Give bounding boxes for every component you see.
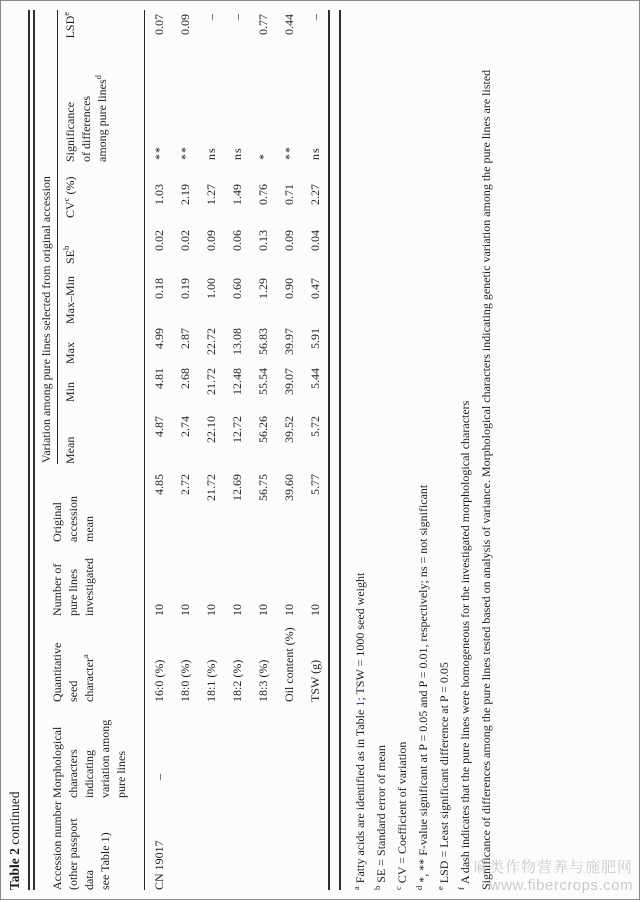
cell-mean: 2.74 — [177, 416, 192, 437]
footnote-c — [392, 6, 413, 890]
header-line: Accession number — [50, 801, 64, 890]
cell-lsd: – — [229, 13, 244, 20]
cell-n: 10 — [307, 604, 322, 616]
col-header-mean: Mean — [58, 402, 145, 464]
cell-n: 10 — [255, 604, 270, 616]
cell-se: 0.02 — [152, 230, 166, 251]
cell-min: 39.07 — [281, 368, 296, 395]
cell-cv: 1.03 — [152, 184, 166, 205]
header-line: pure lines — [66, 569, 80, 616]
cell-mean: 39.52 — [281, 416, 296, 443]
cell-significance: ns — [229, 147, 244, 160]
cell-range: 0.60 — [229, 278, 244, 299]
header-line: see Table 1) — [98, 832, 112, 890]
col-header-cv — [58, 162, 145, 218]
footnote-text: Fatty acids are identified as in Table — [352, 706, 367, 884]
header-text: (%) — [63, 176, 77, 198]
cell-character: TSW (g) — [307, 659, 322, 702]
cell-max: 13.08 — [229, 328, 244, 355]
header-line: mean — [82, 516, 96, 542]
footnote-d — [413, 6, 434, 890]
cell-significance: ** — [281, 146, 296, 160]
table-number: Table 2 — [7, 848, 22, 890]
footnote-a — [350, 6, 371, 890]
footnote-marker: f — [455, 887, 466, 890]
header-line: (other passport data — [66, 818, 96, 890]
cell-se: 0.13 — [255, 230, 270, 251]
col-header-min: Min — [58, 364, 145, 402]
cell-range: 0.18 — [152, 278, 166, 299]
cell-character: 18:2 (%) — [229, 659, 244, 702]
cell-se: 0.02 — [177, 230, 192, 251]
footnote-marker: d — [413, 885, 424, 890]
footnote-marker: c — [392, 886, 403, 890]
header-line: variation among — [98, 719, 112, 798]
footnote-marker-e: e — [61, 11, 71, 16]
footnote-marker-c: c — [61, 197, 71, 202]
cell-range: 0.19 — [177, 278, 192, 299]
watermark-site-name: 麻类作物营养与施肥网 — [472, 859, 633, 876]
cell-cv: 2.27 — [307, 184, 322, 205]
data-table — [37, 10, 327, 890]
cell-min: 2.68 — [177, 368, 192, 389]
table-top-rule — [28, 10, 35, 890]
col-header-range: Max–Min — [58, 264, 145, 324]
header-text: CV — [63, 201, 77, 218]
footnote-f — [455, 6, 476, 890]
footnote-text: CV = Coefficient of variation — [394, 741, 409, 884]
col-header-lsd — [58, 10, 145, 56]
cell-mean: 56.26 — [255, 416, 270, 443]
cell-min: 4.81 — [152, 368, 166, 389]
table-bottom-rule — [328, 10, 341, 890]
table-row — [145, 10, 171, 890]
header-text: LSD — [63, 15, 77, 39]
header-text: among pure lines — [95, 79, 109, 162]
header-line: Morphological — [50, 726, 64, 798]
cell-max: 22.72 — [203, 328, 218, 355]
table1-link[interactable]: 1 — [352, 700, 367, 707]
cell-mean: 5.72 — [307, 416, 322, 437]
cell-se: 0.09 — [203, 230, 218, 251]
cell-n: 10 — [177, 604, 192, 616]
footnote-marker-b: b — [61, 245, 71, 250]
header-text: SE — [63, 249, 77, 264]
header-line: indicating — [82, 750, 96, 798]
cell-min: 21.72 — [203, 368, 218, 395]
cell-mean: 22.10 — [203, 416, 218, 443]
cell-n: 10 — [152, 604, 166, 616]
cell-character: 18:0 (%) — [177, 659, 192, 702]
cell-se: 0.06 — [229, 230, 244, 251]
col-header-significance — [58, 56, 145, 162]
cell-cv: 1.49 — [229, 184, 244, 205]
cell-significance: ** — [152, 146, 166, 160]
cell-n: 10 — [229, 604, 244, 616]
header-line: seed — [66, 680, 80, 702]
cell-max: 2.87 — [177, 328, 192, 349]
col-header-orig-mean — [37, 464, 145, 542]
cell-range: 1.29 — [255, 278, 270, 299]
cell-significance: ** — [177, 146, 192, 160]
cell-character: Oil content (%) — [281, 627, 296, 702]
cell-morphological-dash: – — [152, 774, 166, 780]
cell-min: 5.44 — [307, 368, 322, 389]
footnote-text: ; TSW = 1000 seed weight — [352, 572, 367, 701]
cell-max: 4.99 — [152, 328, 166, 349]
cell-character: 18:1 (%) — [203, 659, 218, 702]
footnote-general — [476, 6, 497, 890]
cell-orig-mean: 2.72 — [177, 474, 192, 495]
watermark — [473, 859, 633, 895]
table-continued-label: continued — [7, 791, 22, 849]
col-header-morphological — [37, 702, 145, 798]
header-line: investigated — [82, 558, 96, 616]
footnote-marker: a — [350, 886, 361, 890]
header-line: of differences — [79, 95, 93, 162]
col-header-se — [58, 218, 145, 264]
cell-lsd: 0.44 — [281, 13, 296, 35]
spanner-header: Variation among pure lines selected from original accession — [37, 10, 58, 464]
cell-accession: CN 19017 — [152, 840, 166, 890]
cell-significance: ns — [203, 147, 218, 160]
cell-significance: * — [255, 153, 270, 160]
cell-character: 18:3 (%) — [255, 659, 270, 702]
header-line — [94, 58, 110, 162]
cell-cv: 2.19 — [177, 184, 192, 205]
cell-cv: 0.76 — [255, 184, 270, 205]
cell-orig-mean: 21.72 — [203, 474, 218, 501]
cell-orig-mean: 39.60 — [281, 474, 296, 501]
footnote-b — [371, 6, 392, 890]
cell-min: 55.54 — [255, 368, 270, 395]
cell-orig-mean: 56.75 — [255, 474, 270, 501]
cell-lsd: 0.07 — [152, 13, 166, 35]
cell-n: 10 — [203, 604, 218, 616]
col-header-n — [37, 542, 145, 616]
cell-max: 39.97 — [281, 328, 296, 355]
footnote-text: SE = Standard error of mean — [373, 745, 388, 883]
col-header-accession — [37, 798, 145, 890]
header-line: Number of — [50, 563, 64, 616]
cell-range: 0.90 — [281, 278, 296, 299]
footnote-text: Significance of differences among the pure lines tested based on analysis of variance. Morphological characters indicating genetic variation among the pure lines are listed — [478, 69, 493, 890]
header-line: Significance — [63, 102, 77, 162]
cell-character: 16:0 (%) — [152, 659, 166, 702]
header-line: characters — [66, 749, 80, 798]
footnote-marker-d: d — [93, 75, 103, 80]
header-line: accession — [66, 496, 80, 542]
footnote-marker-a: a — [80, 654, 90, 659]
header-line — [81, 618, 97, 702]
cell-lsd: – — [307, 13, 322, 20]
footnotes — [350, 6, 497, 890]
table-title — [7, 9, 23, 890]
cell-lsd: – — [203, 13, 218, 20]
header-text: character — [82, 658, 96, 702]
cell-min: 12.48 — [229, 368, 244, 395]
cell-range: 1.00 — [203, 278, 218, 299]
header-line: Quantitative — [50, 642, 64, 702]
cell-orig-mean: 5.77 — [307, 474, 322, 495]
cell-n: 10 — [281, 604, 296, 616]
col-header-max: Max — [58, 324, 145, 364]
footnote-e — [434, 6, 455, 890]
header-row-top — [37, 10, 58, 890]
watermark-url: www.fibercrops.com — [489, 877, 633, 894]
cell-orig-mean: 12.69 — [229, 474, 244, 501]
col-header-character — [37, 616, 145, 702]
header-line: Original — [50, 502, 64, 542]
cell-max: 5.91 — [307, 328, 322, 349]
footnote-marker: b — [371, 885, 382, 890]
header-line: pure lines — [114, 751, 128, 798]
cell-max: 56.83 — [255, 328, 270, 355]
cell-cv: 0.71 — [281, 184, 296, 205]
cell-cv: 1.27 — [203, 184, 218, 205]
footnote-text: *, ** F-value significant at P = 0.05 and P = 0.01, respectively; ns = not significant — [415, 484, 430, 883]
footnote-text: A dash indicates that the pure lines were homogeneous for the investigated morphological characters — [457, 400, 472, 885]
cell-lsd: 0.09 — [177, 13, 192, 35]
cell-mean: 4.87 — [152, 416, 166, 437]
cell-significance: ns — [307, 147, 322, 160]
cell-se: 0.04 — [307, 230, 322, 251]
cell-lsd: 0.77 — [255, 13, 270, 35]
cell-orig-mean: 4.85 — [152, 474, 166, 495]
cell-se: 0.09 — [281, 230, 296, 251]
cell-mean: 12.72 — [229, 416, 244, 443]
footnote-text: LSD = Least significant difference at P = 0.05 — [436, 662, 451, 884]
cell-range: 0.47 — [307, 278, 322, 299]
footnote-marker: e — [434, 886, 445, 890]
